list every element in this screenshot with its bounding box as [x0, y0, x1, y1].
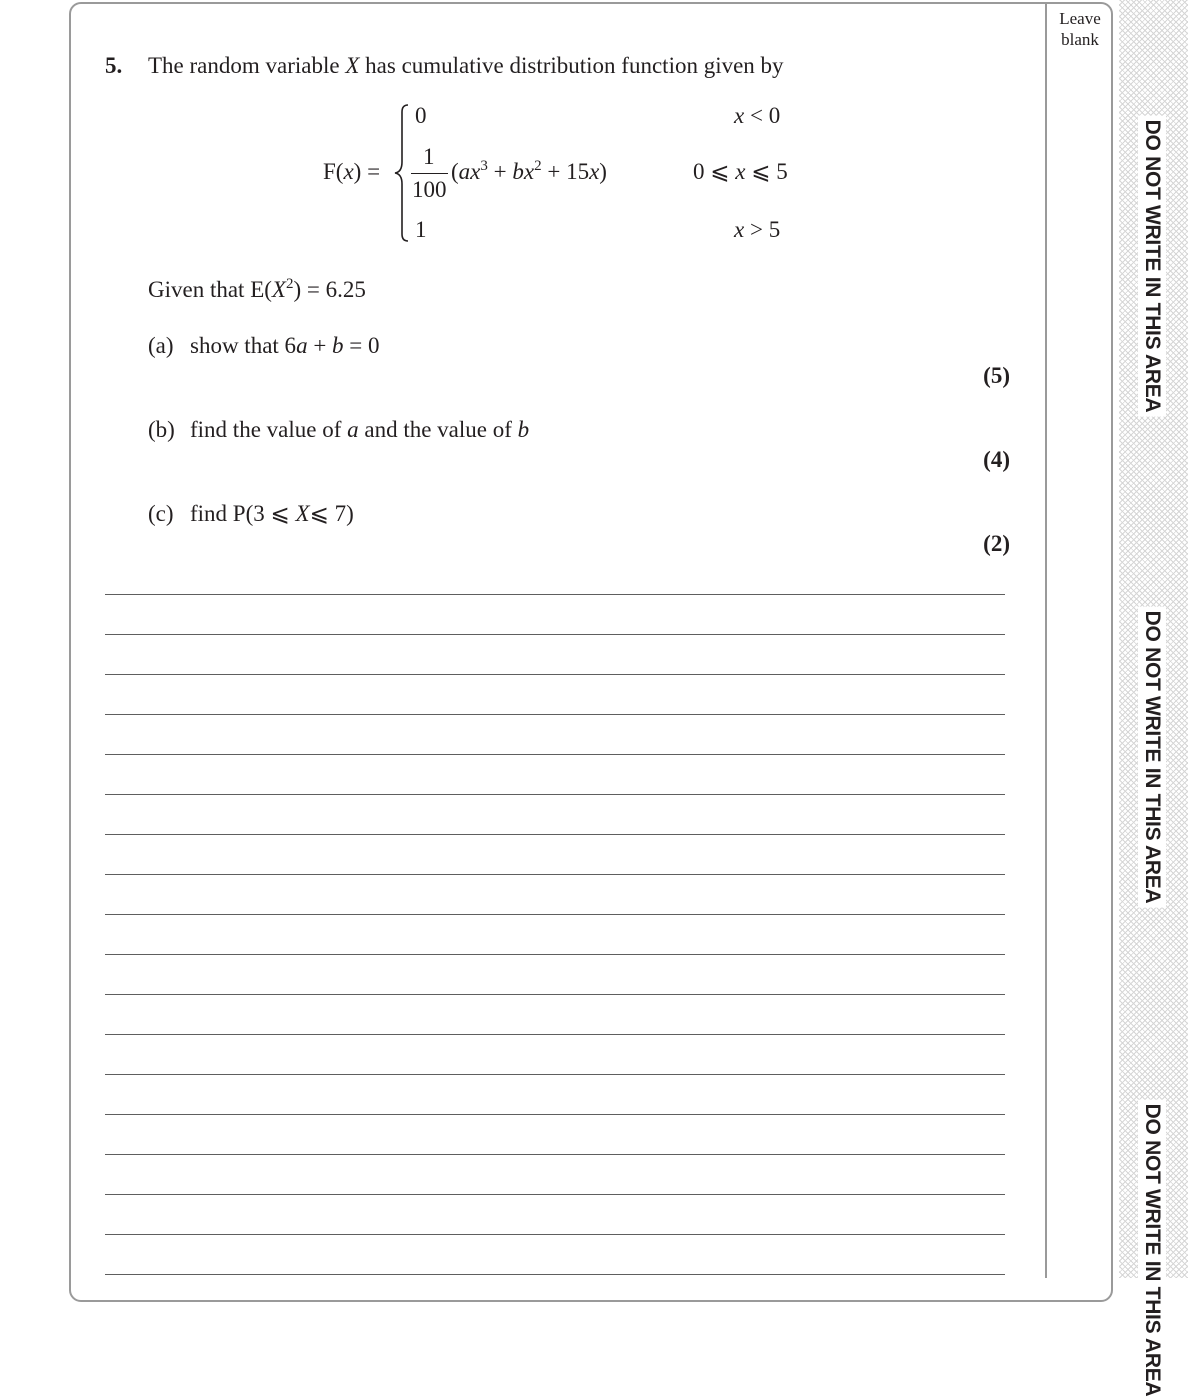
given-statement: [148, 276, 366, 304]
part-b-text: [190, 416, 529, 444]
margin-divider: [1045, 3, 1047, 1278]
expr-exp-3: 3: [480, 158, 488, 174]
do-not-write-text-1: DO NOT WRITE IN THIS AREA: [1138, 116, 1166, 417]
expr-bx: bx: [512, 159, 535, 184]
expr-x: x: [589, 159, 600, 184]
fraction-bar: [411, 173, 448, 174]
part-b-t2: and the value of: [358, 417, 518, 442]
answer-line: [105, 994, 1005, 995]
case-3-cond-rest: > 5: [744, 217, 781, 242]
page-frame: [69, 2, 1113, 1302]
case-3-value: 1: [415, 217, 427, 242]
answer-line: [105, 914, 1005, 915]
part-a-marks: (5): [983, 363, 1010, 388]
answer-line: [105, 794, 1005, 795]
do-not-write-text-2: DO NOT WRITE IN THIS AREA: [1138, 607, 1166, 908]
answer-line: [105, 714, 1005, 715]
answer-line: [105, 954, 1005, 955]
answer-line: [105, 1114, 1005, 1115]
part-b-label: (b): [148, 417, 175, 442]
cdf-lhs-var: x: [343, 159, 354, 184]
case-2-condition: [693, 158, 788, 186]
cdf-lhs-f: F(: [323, 159, 344, 184]
part-a-text: [190, 332, 380, 360]
answer-line: [105, 834, 1005, 835]
part-c-t2: ⩽ 7): [309, 501, 354, 526]
question-stem: [148, 52, 784, 80]
part-a-label: (a): [148, 333, 174, 358]
case-1-cond-var: x: [734, 103, 745, 128]
answer-line: [105, 754, 1005, 755]
answer-line: [105, 1074, 1005, 1075]
part-c-marks: (2): [983, 531, 1010, 556]
part-a-t3: = 0: [343, 333, 380, 358]
cdf-lhs: [323, 158, 380, 186]
case-3-cond-var: x: [734, 217, 745, 242]
part-b-var-a: a: [347, 417, 359, 442]
expr-exp-2: 2: [534, 158, 542, 174]
given-text-2: ) = 6.25: [293, 277, 366, 302]
answer-line: [105, 1194, 1005, 1195]
fraction-numerator: 1: [423, 144, 435, 169]
case-1-value: 0: [415, 103, 427, 128]
given-variable: X: [271, 277, 286, 302]
stem-text-2: has cumulative distribution function given by: [359, 53, 784, 78]
given-text-1: Given that E(: [148, 277, 272, 302]
answer-line: [105, 1274, 1005, 1275]
fraction-denominator: 100: [412, 177, 447, 202]
question-number: 5.: [105, 53, 123, 78]
part-a-var-b: b: [332, 333, 344, 358]
case-2-expression: [451, 158, 607, 186]
answer-line: [105, 1034, 1005, 1035]
part-a-t2: +: [307, 333, 333, 358]
case-2-cond-a: 0 ⩽: [693, 159, 736, 184]
part-b-var-b: b: [517, 417, 530, 442]
left-brace: [394, 104, 410, 242]
case-1-condition: [734, 102, 780, 130]
leave-blank-label: [1050, 8, 1110, 50]
part-c-t1: find P(3 ⩽: [190, 501, 296, 526]
cdf-lhs-eq: ) =: [353, 159, 381, 184]
part-a-var-a: a: [296, 333, 308, 358]
expr-plus-1: +: [487, 159, 513, 184]
part-c-text: [190, 500, 354, 528]
case-3-condition: [734, 216, 780, 244]
expr-open: (: [451, 159, 459, 184]
answer-line: [105, 674, 1005, 675]
answer-line: [105, 1154, 1005, 1155]
case-2-cond-var: x: [735, 159, 746, 184]
part-b-t1: find the value of: [190, 417, 348, 442]
leave-blank-line-1: Leave: [1059, 9, 1101, 28]
leave-blank-line-2: blank: [1061, 30, 1099, 49]
part-b-marks: (4): [983, 447, 1010, 472]
part-a-t1: show that 6: [190, 333, 297, 358]
expr-ax: ax: [458, 159, 481, 184]
part-c-var-x: X: [295, 501, 310, 526]
case-2-cond-b: ⩽ 5: [745, 159, 788, 184]
stem-text-1: The random variable: [148, 53, 346, 78]
expr-plus-15: + 15: [541, 159, 590, 184]
stem-variable: X: [345, 53, 360, 78]
part-c-label: (c): [148, 501, 174, 526]
do-not-write-text-3: DO NOT WRITE IN THIS AREA: [1138, 1100, 1166, 1400]
answer-line: [105, 594, 1005, 595]
answer-line: [105, 1234, 1005, 1235]
answer-line: [105, 874, 1005, 875]
expr-close: ): [599, 159, 607, 184]
answer-line: [105, 634, 1005, 635]
case-1-cond-rest: < 0: [744, 103, 781, 128]
given-exponent: 2: [285, 276, 294, 292]
